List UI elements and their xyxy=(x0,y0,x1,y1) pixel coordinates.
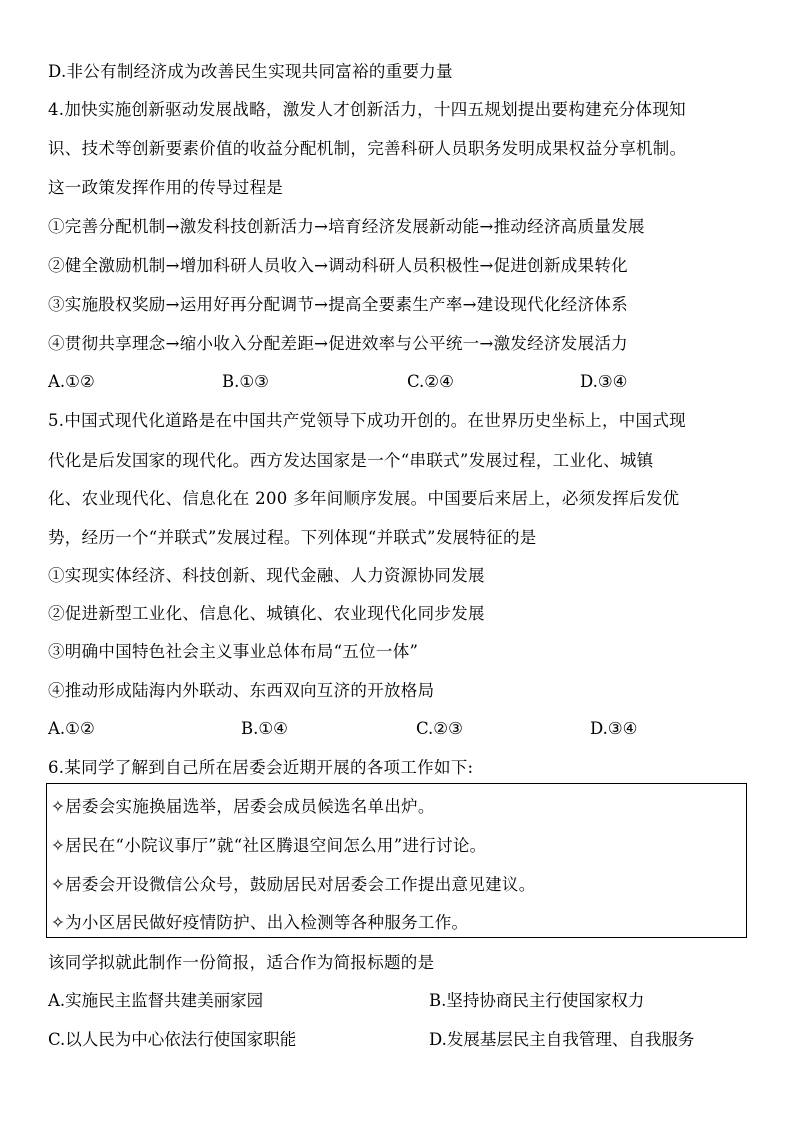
q6-box-item-3: ✧居委会开设微信公众号，鼓励居民对居委会工作提出意见建议。 xyxy=(51,875,536,894)
q6-box-item-1: ✧居委会实施换届选举，居委会成员候选名单出炉。 xyxy=(51,797,435,816)
q4-item-4: ④贯彻共享理念→缩小收入分配差距→促进效率与公平统一→激发经济发展活力 xyxy=(48,334,628,353)
q6-box-item-2: ✧居民在“小院议事厅”就“社区腾退空间怎么用”进行讨论。 xyxy=(51,836,487,855)
q6-option-a: A.实施民主监督共建美丽家园 xyxy=(48,991,264,1010)
previous-option-d: D.非公有制经济成为改善民生实现共同富裕的重要力量 xyxy=(48,62,453,81)
q4-option-a: A.①② xyxy=(48,372,95,391)
q4-option-b: B.①③ xyxy=(222,372,269,391)
q6-info-box xyxy=(46,783,747,938)
q4-item-3: ③实施股权奖励→运用好再分配调节→提高全要素生产率→建设现代化经济体系 xyxy=(48,295,628,314)
q5-item-3: ③明确中国特色社会主义事业总体布局“五位一体” xyxy=(48,642,419,661)
q6-option-b: B.坚持协商民主行使国家权力 xyxy=(429,991,645,1010)
q6-option-d: D.发展基层民主自我管理、自我服务 xyxy=(429,1030,695,1049)
q5-option-b: B.①④ xyxy=(241,719,288,738)
q5-option-c: C.②③ xyxy=(416,719,463,738)
q6-stem: 6.某同学了解到自己所在居委会近期开展的各项工作如下: xyxy=(48,758,474,777)
q4-item-1: ①完善分配机制→激发科技创新活力→培育经济发展新动能→推动经济高质量发展 xyxy=(48,217,645,236)
q5-stem-line-1: 5.中国式现代化道路是在中国共产党领导下成功开创的。在世界历史坐标上，中国式现 xyxy=(48,411,686,430)
q4-stem-line-1: 4.加快实施创新驱动发展战略，激发人才创新活力，十四五规划提出要构建充分体现知 xyxy=(48,100,686,119)
q5-item-2: ②促进新型工业化、信息化、城镇化、农业现代化同步发展 xyxy=(48,604,485,623)
q6-follow-up: 该同学拟就此制作一份简报，适合作为简报标题的是 xyxy=(48,953,435,972)
q5-stem-line-4: 势，经历一个“并联式”发展过程。下列体现“并联式”发展特征的是 xyxy=(48,528,537,547)
q5-stem-line-2: 代化是后发国家的现代化。西方发达国家是一个“串联式”发展过程，工业化、城镇 xyxy=(48,451,654,470)
q4-stem-line-2: 识、技术等创新要素价值的收益分配机制，完善科研人员职务发明成果权益分享机制。 xyxy=(48,139,687,158)
q5-item-4: ④推动形成陆海内外联动、东西双向互济的开放格局 xyxy=(48,681,435,700)
q6-option-c: C.以人民为中心依法行使国家职能 xyxy=(48,1030,297,1049)
q5-option-d: D.③④ xyxy=(590,719,638,738)
q4-stem-line-3: 这一政策发挥作用的传导过程是 xyxy=(48,178,284,197)
q6-box-item-4: ✧为小区居民做好疫情防护、出入检测等各种服务工作。 xyxy=(51,913,469,932)
q5-stem-line-3: 化、农业现代化、信息化在 200 多年间顺序发展。中国要后来居上，必须发挥后发优 xyxy=(48,489,680,508)
q4-item-2: ②健全激励机制→增加科研人员收入→调动科研人员积极性→促进创新成果转化 xyxy=(48,256,628,275)
q4-option-d: D.③④ xyxy=(580,372,628,391)
q4-option-c: C.②④ xyxy=(407,372,454,391)
q5-option-a: A.①② xyxy=(48,719,95,738)
q5-item-1: ①实现实体经济、科技创新、现代金融、人力资源协同发展 xyxy=(48,566,485,585)
